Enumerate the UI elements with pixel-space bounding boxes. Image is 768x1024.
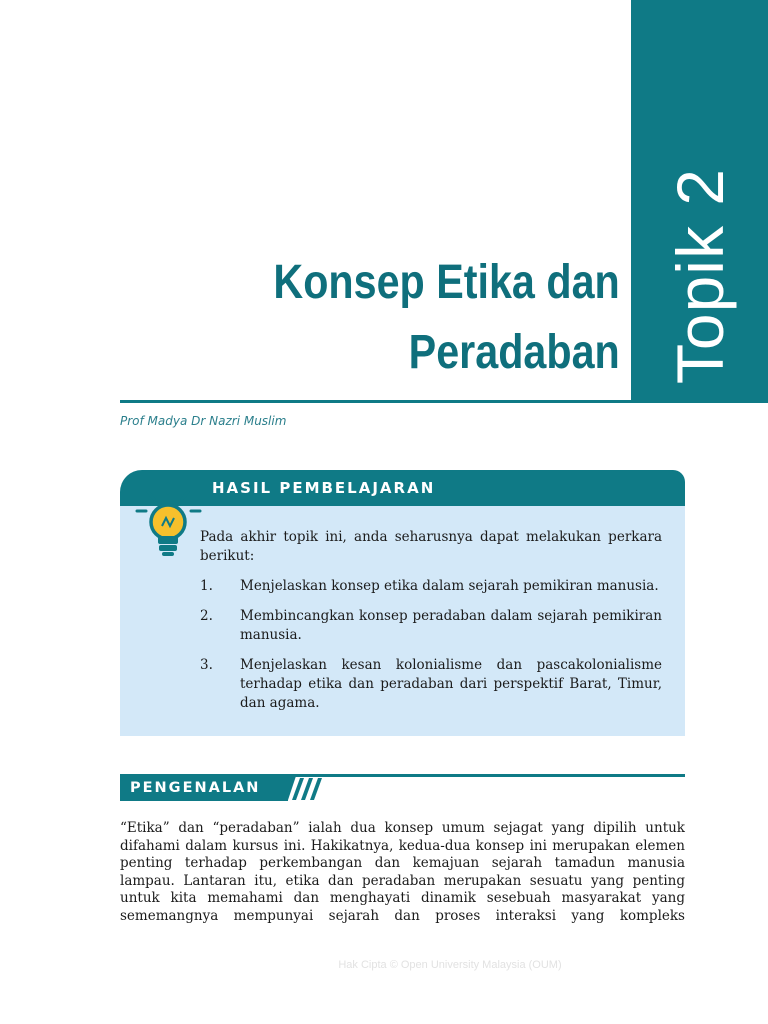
list-item-text: Menjelaskan konsep etika dalam sejarah pemikiran manusia. bbox=[240, 578, 659, 594]
topic-label-text: Topik 2 bbox=[662, 167, 737, 384]
list-item-number: 2. bbox=[200, 608, 213, 624]
list-item bbox=[200, 656, 662, 713]
copyright-footer: Hak Cipta © Open University Malaysia (OUM) bbox=[338, 959, 562, 971]
list-item-text: Menjelaskan kesan kolonialisme dan pascakolonialisme terhadap etika dan peradaban dari perspektif Barat, Timur, dan agama. bbox=[240, 657, 662, 711]
learning-outcomes-intro: Pada akhir topik ini, anda seharusnya dapat melakukan perkara berikut: bbox=[200, 529, 662, 564]
list-item bbox=[200, 607, 662, 645]
introduction-heading: PENGENALAN bbox=[130, 780, 261, 796]
slash-decoration-icon bbox=[286, 776, 336, 802]
lightbulb-icon bbox=[124, 478, 204, 638]
list-item bbox=[200, 577, 662, 596]
author-name: Prof Madya Dr Nazri Muslim bbox=[120, 414, 287, 428]
title-line-1: Konsep Etika dan bbox=[273, 256, 620, 309]
list-item-text: Membincangkan konsep peradaban dalam sejarah pemikiran manusia. bbox=[240, 608, 662, 643]
list-item-number: 3. bbox=[200, 657, 213, 673]
title-divider bbox=[120, 400, 768, 403]
title-line-2: Peradaban bbox=[408, 326, 620, 379]
learning-outcomes-content bbox=[200, 528, 662, 724]
topic-label bbox=[631, 0, 768, 402]
learning-outcomes-heading: HASIL PEMBELAJARAN bbox=[212, 479, 436, 497]
list-item-number: 1. bbox=[200, 578, 213, 594]
introduction-paragraph: “Etika” dan “peradaban” ialah dua konsep umum sejagat yang dipilih untuk difahami dalam kursus ini. Hakikatnya, kedua-dua konsep ini merupakan elemen penting terhadap perkembangan dan kemajuan sejarah tamadun manusia lampau. Lantaran itu, etika dan peradaban merupakan sesuatu yang penting untuk kita memahami dan menghayati dinamik sesebuah masyarakat yang sememangnya mempunyai sejarah dan proses interaksi yang kompleks bbox=[120, 820, 685, 924]
page-title bbox=[274, 248, 620, 388]
